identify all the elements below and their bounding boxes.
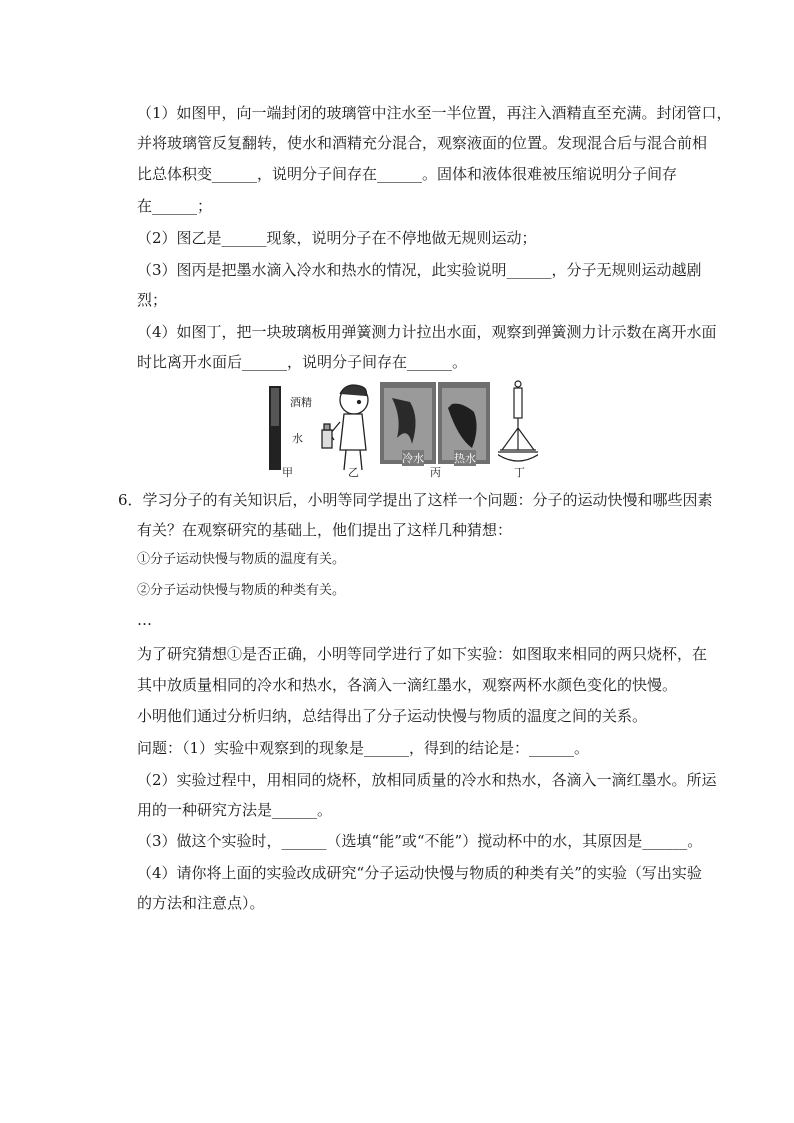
q5-line-8: （4）如图丁，把一块玻璃板用弹簧测力计拉出水面，观察到弹簧测力计示数在离开水面 xyxy=(137,323,717,341)
q5-line-7: 烈； xyxy=(137,291,168,309)
q6-question-4-cont: 的方法和注意点）。 xyxy=(137,894,265,912)
q5-line-6: （3）图丙是把墨水滴入冷水和热水的情况，此实验说明______，分子无规则运动越剧 xyxy=(137,261,702,279)
label-jia: 甲 xyxy=(282,466,293,479)
spring-balance-illustration xyxy=(498,378,538,478)
q6-question-2: （2）实验过程中，用相同的烧杯，放相同质量的冷水和热水，各滴入一滴红墨水。所运 xyxy=(137,771,717,789)
q5-line-5: （2）图乙是______现象，说明分子在不停地做无规则运动； xyxy=(137,229,537,247)
q6-line-7: 其中放质量相同的冷水和热水，各滴入一滴红墨水，观察两杯水颜色变化的快慢。 xyxy=(137,676,678,694)
q6-line-2: 有关？在观察研究的基础上，他们提出了这样几种猜想： xyxy=(137,521,513,539)
q6-line-6: 为了研究猜想①是否正确，小明等同学进行了如下实验：如图取来相同的两只烧杯，在 xyxy=(137,645,708,663)
label-ding: 丁 xyxy=(514,466,525,479)
label-alcohol: 酒精 xyxy=(290,396,312,409)
q5-line-1: （1）如图甲，向一端封闭的玻璃管中注水至一半位置，再注入酒精直至充满。封闭管口， xyxy=(137,104,732,122)
q5-line-4: 在______； xyxy=(137,197,213,215)
q6-question-1: 问题：（1）实验中观察到的现象是______，得到的结论是：______。 xyxy=(137,739,590,757)
q6-question-2-cont: 用的一种研究方法是______。 xyxy=(137,801,333,819)
label-yi: 乙 xyxy=(348,466,359,479)
label-cold-water: 冷水 xyxy=(402,452,424,465)
q6-question-4: （4）请你将上面的实验改成研究“分子运动快慢与物质的种类有关”的实验（写出实验 xyxy=(137,864,702,882)
q6-line-8: 小明他们通过分析归纳，总结得出了分子运动快慢与物质的温度之间的关系。 xyxy=(137,707,648,725)
q6-hypothesis-2: ②分子运动快慢与物质的种类有关。 xyxy=(137,583,346,598)
label-hot-water: 热水 xyxy=(454,452,476,465)
q6-hypothesis-1: ①分子运动快慢与物质的温度有关。 xyxy=(137,552,346,567)
glass-tube-illustration xyxy=(269,386,281,470)
q6-question-3: （3）做这个实验时，______（选填“能”或“不能”）搅动杯中的水，其原因是______。 xyxy=(137,832,703,850)
boy-illustration xyxy=(322,385,368,470)
q5-line-2: 并将玻璃管反复翻转，使水和酒精充分混合，观察液面的位置。发现混合后与混合前相 xyxy=(137,134,708,152)
q6-line-1: 6．学习分子的有关知识后，小明等同学提出了这样一个问题：分子的运动快慢和哪些因素 xyxy=(118,491,713,509)
label-water: 水 xyxy=(292,432,303,445)
q6-ellipsis: … xyxy=(137,611,152,629)
q5-line-3: 比总体积变______，说明分子间存在______。固体和液体很难被压缩说明分子间存 xyxy=(137,165,678,183)
label-bing: 丙 xyxy=(430,466,441,479)
experiment-figure xyxy=(262,378,525,479)
q5-line-9: 时比离开水面后______，说明分子间存在______。 xyxy=(137,353,468,371)
